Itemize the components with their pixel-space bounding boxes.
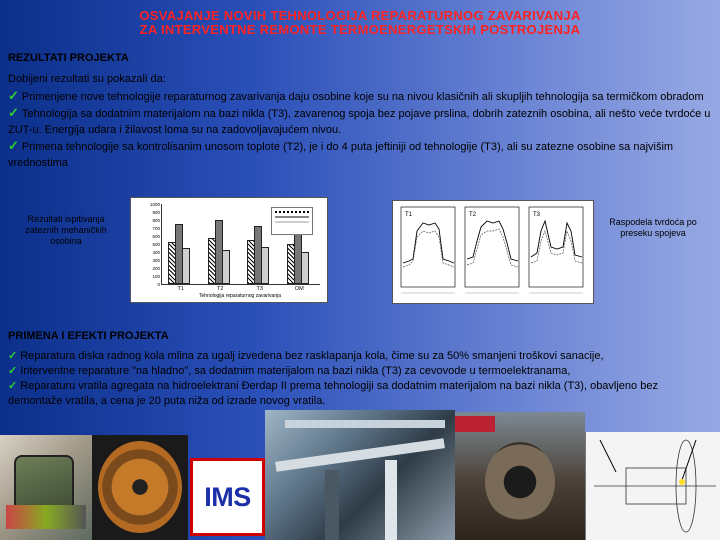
check-icon: ✓ — [8, 105, 19, 120]
hardness-caption: Raspodela tvrdoća po preseku spojeva — [609, 217, 697, 238]
panel-label: T2 — [469, 212, 477, 218]
y-tick-label: 1000 — [149, 202, 160, 207]
tensile-caption: Rezultati ispitivanja zateznih mehaničkih osobina — [25, 214, 107, 246]
ims-logo — [190, 458, 265, 536]
x-axis-label: Tehnologija reparaturnog zavarivanja — [199, 293, 281, 299]
y-tick-label: 500 — [152, 242, 160, 247]
y-tick-label: 0 — [157, 282, 160, 287]
application-text — [8, 349, 714, 409]
chart-legend — [271, 207, 313, 235]
title-line-1: OSVAJANJE NOVIH TEHNOLOGIJA REPARATURNOG ZAVARIVANJA — [139, 8, 581, 23]
panel-t3 — [529, 207, 583, 287]
photo-shaft-drawing — [585, 432, 720, 540]
check-icon: ✓ — [8, 380, 18, 392]
y-tick-label: 900 — [152, 210, 160, 215]
y-tick-label: 300 — [152, 258, 160, 263]
results-point: ✓ Primena tehnologije sa kontrolisanim unosom toplote (T2), je i do 4 puta jeftiniji od tehnologije (T3), ali su zatezne osobine sa najvišim vrednostima — [8, 138, 674, 169]
hardness-svg — [393, 201, 593, 303]
y-tick-label: 600 — [152, 234, 160, 239]
ims-logo-text: IMS — [204, 481, 251, 512]
panel-t2 — [465, 207, 519, 287]
x-category-label: T1 — [177, 286, 184, 292]
bar — [261, 247, 269, 284]
y-tick-label: 400 — [152, 250, 160, 255]
bar — [182, 248, 190, 284]
photo-power-plant-piping — [265, 410, 455, 540]
shaft-drawing-svg — [586, 432, 720, 540]
bar — [222, 250, 230, 284]
check-icon: ✓ — [8, 350, 18, 362]
results-point: ✓ Primenjene nove tehnologije reparaturnog zavarivanja daju osobine koje su na nivou klasičnih ali skupljih tehnologija sa termičkom obradom — [8, 87, 704, 103]
title-line-2: ZA INTERVENTNE REMONTE TERMOENERGETSKIH POSTROJENJA — [139, 22, 581, 37]
results-point: ✓ Tehnologija sa dodatnim materijalom na bazi nikla (T3), zavarenog spoja bez pojave prslina, dobrih zateznih osobina, ali nešto veće tvrdoće u ZUT-u. Energija udara i žilavost loma su na zadovoljavajućem nivou. — [8, 105, 711, 136]
page-title — [0, 9, 720, 37]
photo-disc-repair — [92, 435, 188, 540]
photo-shaft-repair — [455, 412, 585, 540]
application-heading: PRIMENA I EFEKTI PROJEKTA — [8, 330, 169, 342]
y-tick-label: 800 — [152, 218, 160, 223]
x-category-label: T3 — [256, 286, 263, 292]
y-axis-ticks — [134, 202, 160, 287]
y-tick-label: 100 — [152, 274, 160, 279]
y-tick-label: 700 — [152, 226, 160, 231]
results-intro: Dobijeni rezultati su pokazali da: — [8, 73, 166, 85]
check-icon: ✓ — [8, 87, 19, 103]
application-point: ✓ Reparaturu vratila agregata na hidroelektrani Đerdap II prema tehnologiji sa dodatnim materijalom na bazi nikla (T3), obavljeno bez demontaže vratila, a cena je 20 puta niža od izrade novog vratila. — [8, 380, 658, 407]
check-icon: ✓ — [8, 365, 18, 377]
hardness-chart — [392, 200, 594, 304]
photo-mill-wheel-drawing — [0, 435, 92, 540]
x-category-label: T2 — [217, 286, 224, 292]
panel-label: T1 — [405, 212, 413, 218]
results-heading: REZULTATI PROJEKTA — [8, 52, 129, 64]
check-icon: ✓ — [8, 138, 19, 153]
panel-t1 — [401, 207, 455, 287]
y-tick-label: 200 — [152, 266, 160, 271]
panel-label: T3 — [533, 212, 541, 218]
application-point: ✓ Reparatura diska radnog kola mlina za ugalj izvedena bez rasklapanja kola, čime su za 50% smanjeni troškovi sanacije, — [8, 350, 604, 362]
tensile-bar-chart — [130, 197, 328, 303]
x-category-label: OM — [294, 286, 304, 292]
application-point: ✓ Interventne reparature "na hladno", sa dodatnim materijalom na bazi nikla (T3) za cevovode u termoelektranama, — [8, 365, 571, 377]
bar — [301, 252, 309, 284]
results-text — [8, 72, 714, 171]
